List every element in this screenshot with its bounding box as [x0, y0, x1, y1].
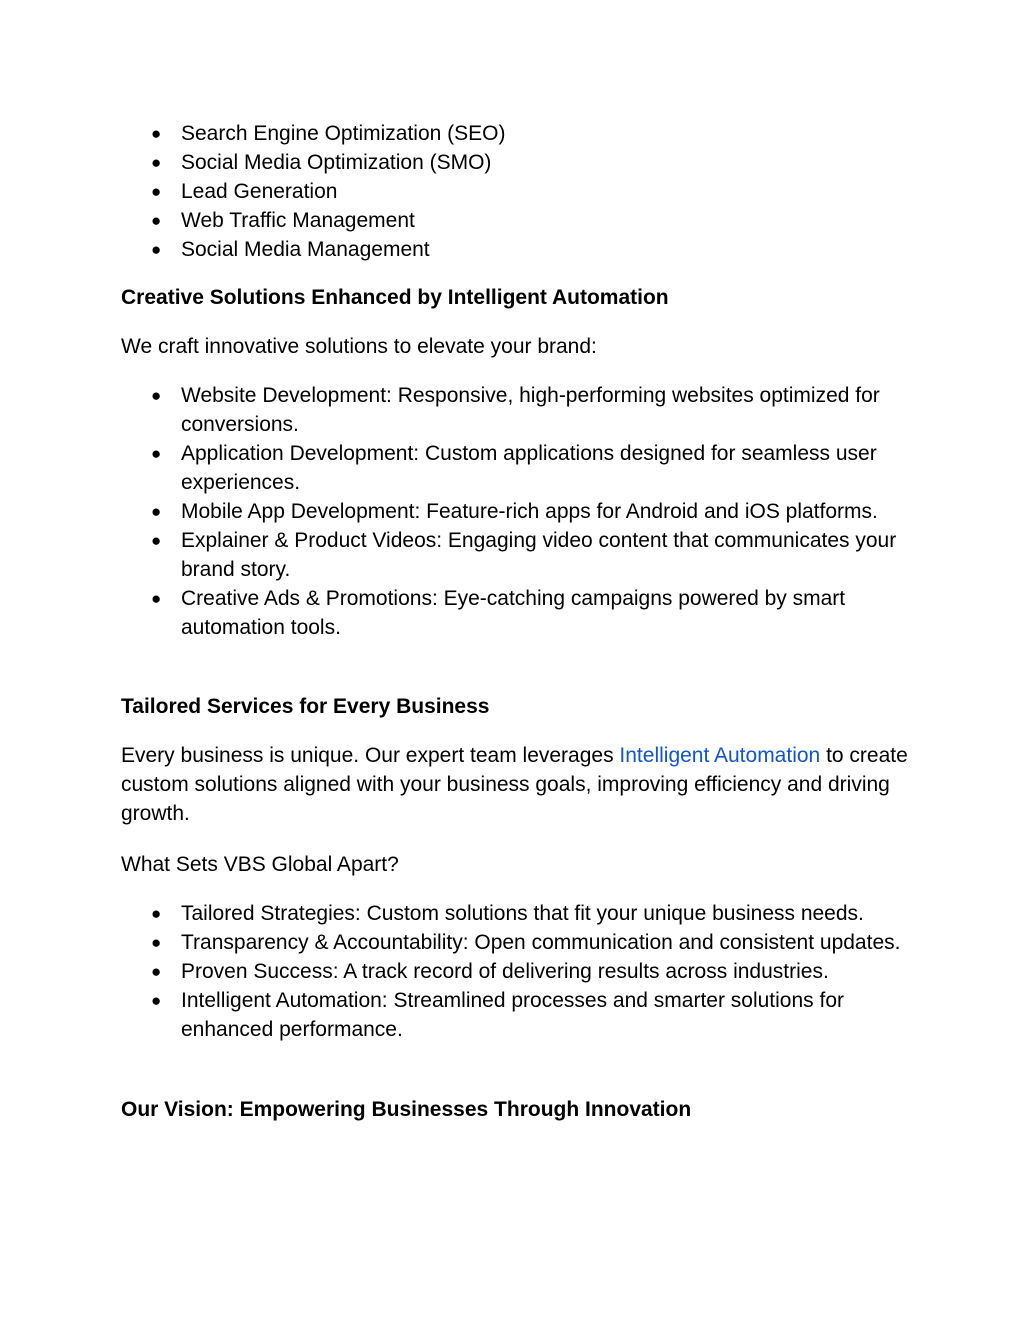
bullet-icon: ●: [151, 211, 162, 230]
bullet-icon: ●: [151, 240, 162, 259]
list-item-text: Explainer & Product Videos: Engaging video content that communicates your brand story.: [181, 529, 897, 581]
section-heading-tailored-services: Tailored Services for Every Business: [121, 695, 490, 718]
list-item: [0, 206, 1024, 235]
list-item: [0, 235, 1024, 264]
list-item-text: Tailored Strategies: Custom solutions that fit your unique business needs.: [181, 902, 864, 925]
bullet-icon: ●: [151, 933, 162, 952]
list-item-text: Application Development: Custom applications designed for seamless user experiences.: [181, 442, 877, 494]
bullet-icon: ●: [151, 444, 162, 463]
tailored-services-paragraph: [121, 741, 911, 828]
list-item: [0, 439, 1024, 497]
list-item-text: Lead Generation: [181, 180, 338, 203]
list-item: [0, 584, 1024, 642]
services-list: [0, 119, 1024, 264]
bullet-icon: ●: [151, 153, 162, 172]
list-item: [0, 497, 1024, 526]
list-item: [0, 928, 1024, 957]
list-item-text: Mobile App Development: Feature-rich apps for Android and iOS platforms.: [181, 500, 878, 523]
bullet-icon: ●: [151, 386, 162, 405]
list-item-text: Intelligent Automation: Streamlined processes and smarter solutions for enhanced performance.: [181, 989, 845, 1041]
bullet-icon: ●: [151, 124, 162, 143]
list-item: [0, 957, 1024, 986]
bullet-icon: ●: [151, 962, 162, 981]
bullet-icon: ●: [151, 589, 162, 608]
list-item-text: Social Media Management: [181, 238, 430, 261]
list-item-text: Website Development: Responsive, high-performing websites optimized for conversions.: [181, 384, 880, 436]
differentiators-list: [0, 899, 1024, 1044]
paragraph-text: to create custom solutions aligned with your business goals, improving efficiency and driving growth.: [121, 744, 908, 825]
what-sets-apart-subheading: What Sets VBS Global Apart?: [121, 853, 399, 876]
list-item-text: Web Traffic Management: [181, 209, 415, 232]
list-item: [0, 986, 1024, 1044]
creative-solutions-list: [0, 381, 1024, 642]
list-item-text: Search Engine Optimization (SEO): [181, 122, 506, 145]
list-item: [0, 526, 1024, 584]
bullet-icon: ●: [151, 502, 162, 521]
bullet-icon: ●: [151, 904, 162, 923]
bullet-icon: ●: [151, 991, 162, 1010]
list-item-text: Creative Ads & Promotions: Eye-catching campaigns powered by smart automation tools.: [181, 587, 846, 639]
bullet-icon: ●: [151, 182, 162, 201]
intelligent-automation-link[interactable]: Intelligent Automation: [619, 744, 821, 767]
bullet-icon: ●: [151, 531, 162, 550]
list-item: [0, 381, 1024, 439]
list-item: [0, 899, 1024, 928]
list-item: [0, 148, 1024, 177]
section-heading-our-vision: Our Vision: Empowering Businesses Through Innovation: [121, 1098, 692, 1121]
list-item-text: Transparency & Accountability: Open communication and consistent updates.: [181, 931, 901, 954]
list-item: [0, 119, 1024, 148]
list-item: [0, 177, 1024, 206]
list-item-text: Social Media Optimization (SMO): [181, 151, 492, 174]
list-item-text: Proven Success: A track record of delivering results across industries.: [181, 960, 829, 983]
paragraph-text: Every business is unique. Our expert team leverages: [121, 744, 620, 767]
creative-solutions-intro: We craft innovative solutions to elevate your brand:: [121, 335, 597, 358]
section-heading-creative-solutions: Creative Solutions Enhanced by Intelligent Automation: [121, 286, 669, 309]
